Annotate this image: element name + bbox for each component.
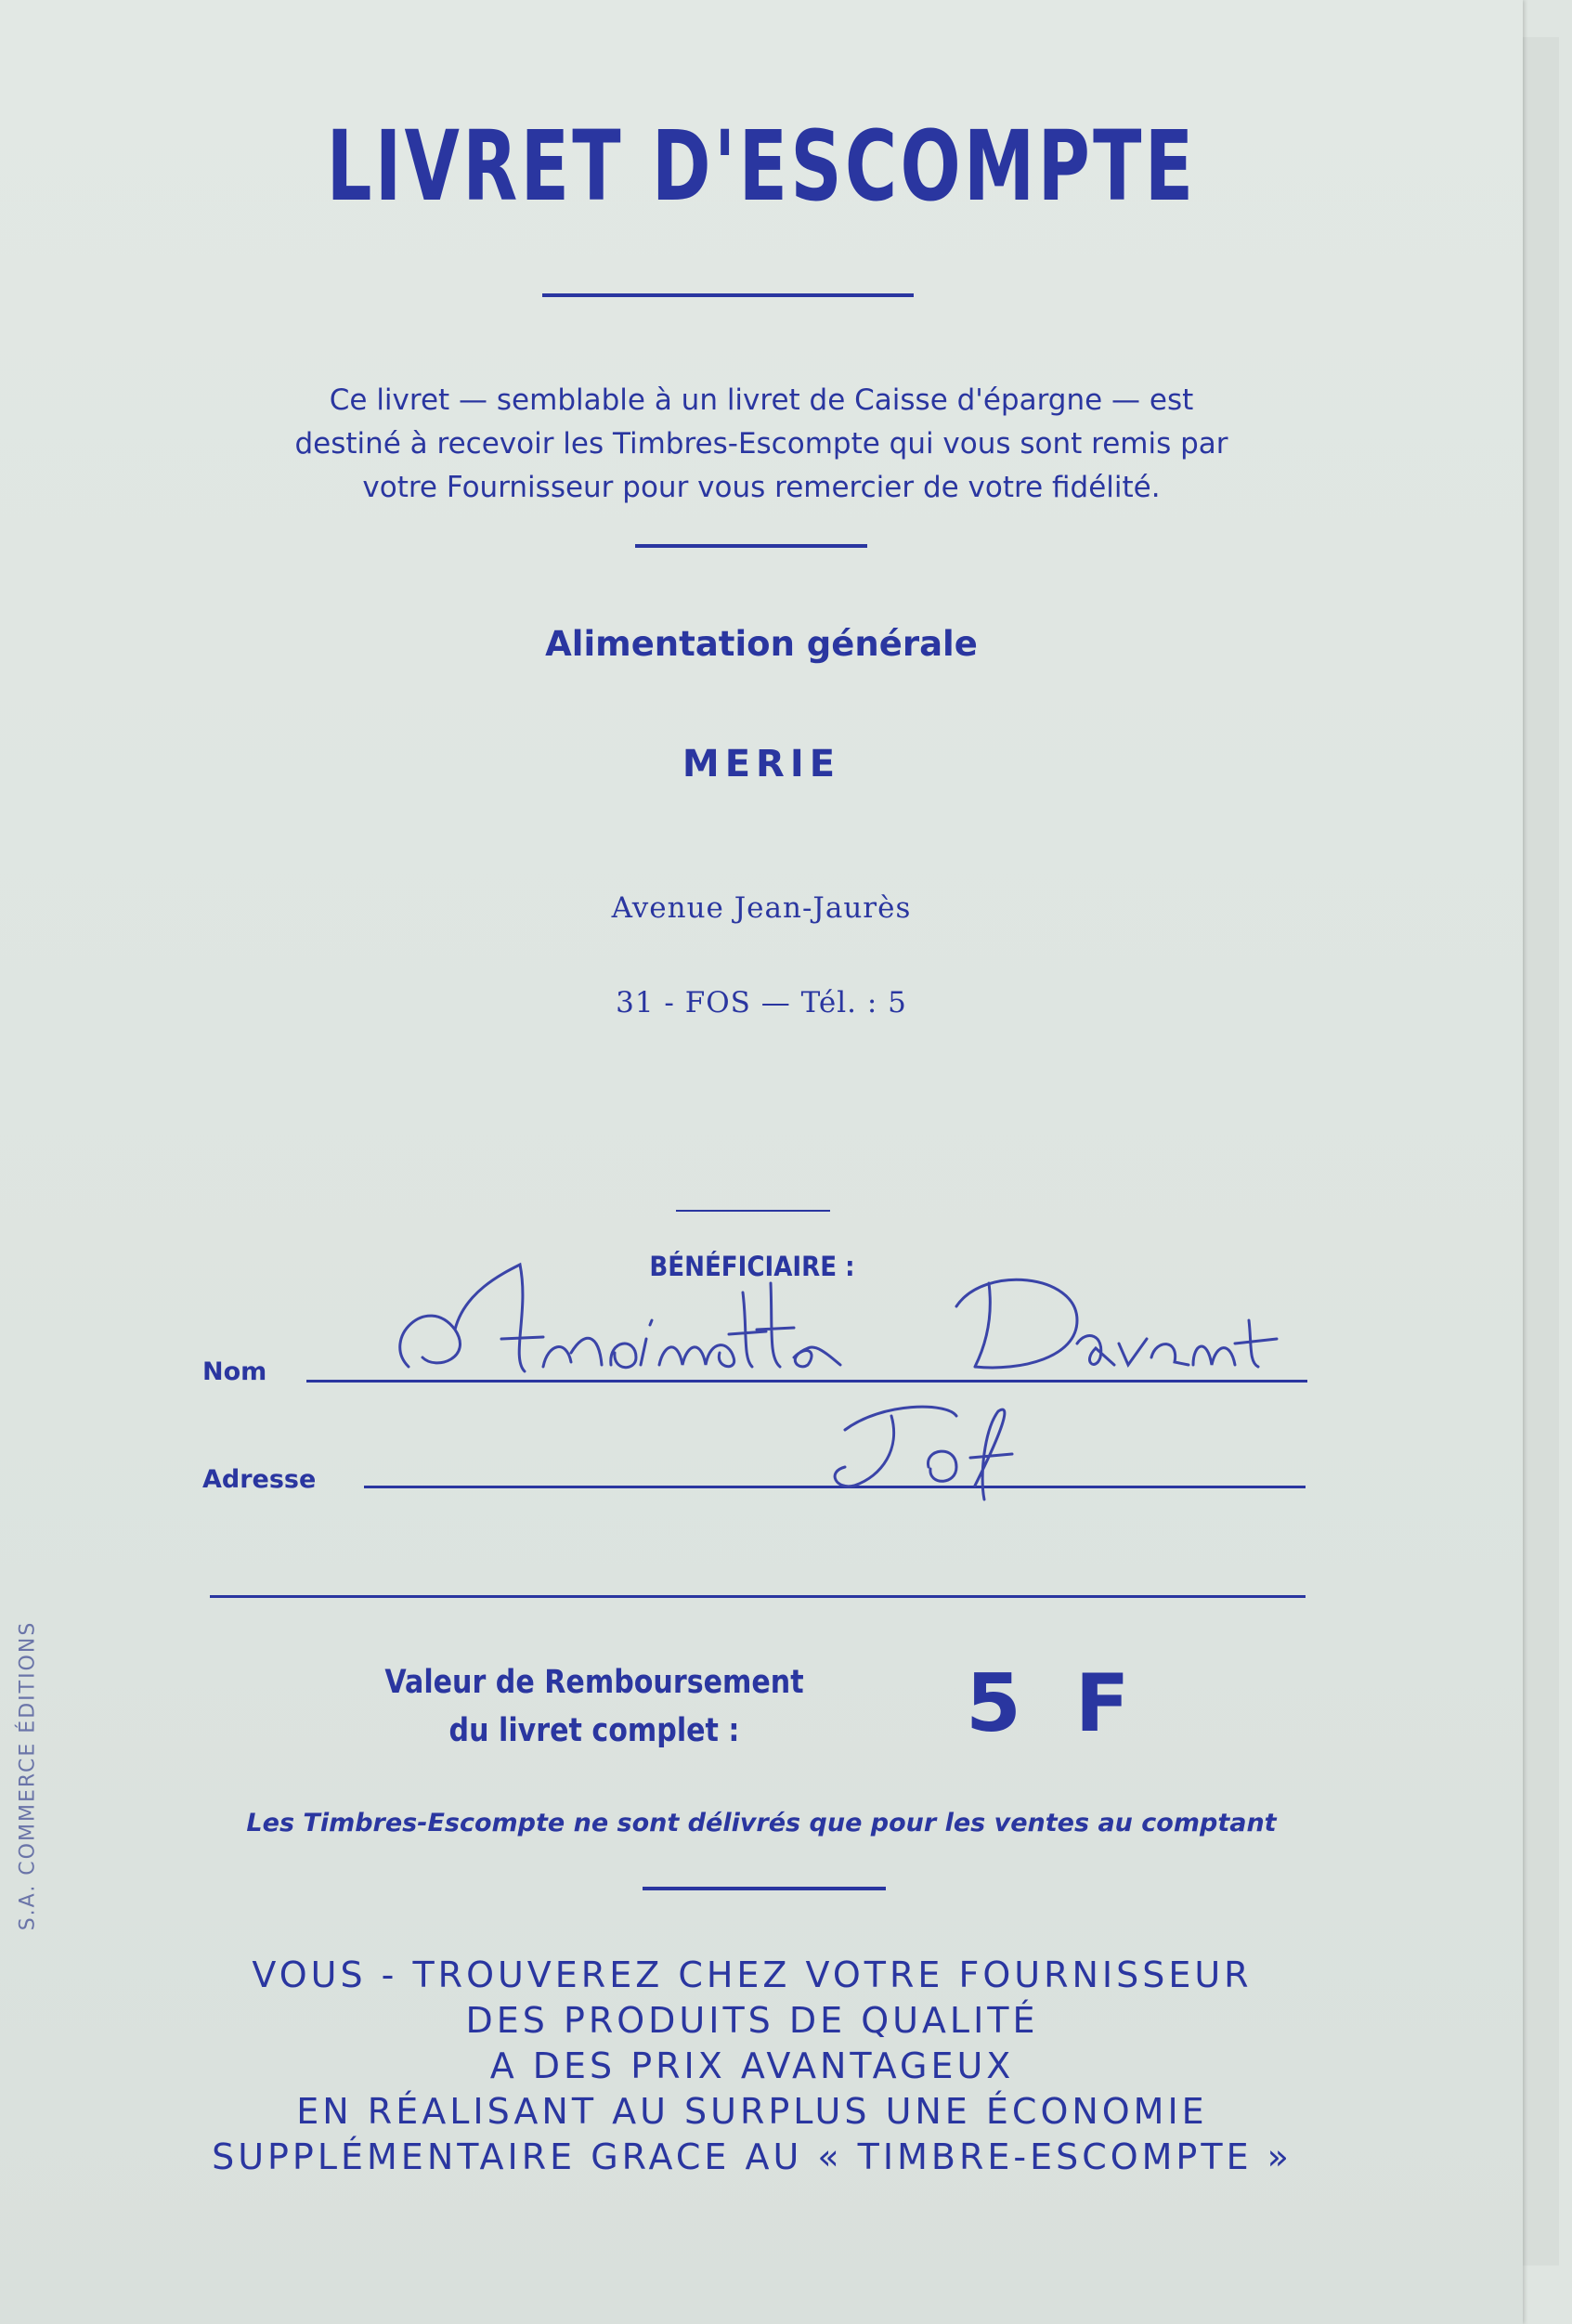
slogan-block xyxy=(167,1953,1337,2180)
handwritten-address xyxy=(817,1393,1059,1513)
shop-type: Alimentation générale xyxy=(545,624,978,664)
address-label: Adresse xyxy=(202,1465,317,1494)
intro-line-1: Ce livret — semblable à un livret de Caisse d'épargne — est xyxy=(329,383,1194,417)
stamp-note: Les Timbres-Escompte ne sont délivrés que pour les ventes au comptant xyxy=(246,1809,1277,1837)
divider-3 xyxy=(676,1210,830,1212)
divider-1 xyxy=(542,293,914,297)
divider-2 xyxy=(635,544,867,548)
intro-line-2: destiné à recevoir les Timbres-Escompte qui vous sont remis par xyxy=(294,427,1228,461)
shop-city: 31 - FOS — Tél. : 5 xyxy=(616,986,907,1019)
shop-name: MERIE xyxy=(682,743,841,785)
intro-line-3: votre Fournisseur pour vous remercier de votre fidélité. xyxy=(362,471,1161,504)
divider-5 xyxy=(643,1887,886,1890)
slogan-line-4: EN RÉALISANT AU SURPLUS UNE ÉCONOMIE xyxy=(296,2091,1208,2132)
document-title: LIVRET D'ESCOMPTE xyxy=(326,110,1197,223)
name-label: Nom xyxy=(202,1357,267,1386)
slogan-line-3: A DES PRIX AVANTAGEUX xyxy=(489,2045,1015,2086)
handwritten-name xyxy=(371,1255,1309,1395)
refund-line-2: du livret complet : xyxy=(448,1712,740,1749)
slogan-line-1: VOUS - TROUVEREZ CHEZ VOTRE FOURNISSEUR xyxy=(252,1954,1253,1995)
intro-paragraph xyxy=(214,379,1309,510)
refund-line-1: Valeur de Remboursement xyxy=(384,1664,804,1701)
divider-4 xyxy=(210,1595,1306,1598)
slogan-line-2: DES PRODUITS DE QUALITÉ xyxy=(465,2000,1039,2041)
publisher-spine-text: S.A. COMMERCE ÉDITIONS xyxy=(16,1620,40,1931)
beneficiary-label: BÉNÉFICIAIRE : xyxy=(649,1251,855,1282)
refund-amount: 5 F xyxy=(966,1657,1143,1750)
refund-value-label xyxy=(346,1658,841,1755)
slogan-line-5: SUPPLÉMENTAIRE GRACE AU « TIMBRE-ESCOMPTE » xyxy=(212,2136,1293,2177)
shop-street: Avenue Jean-Jaurès xyxy=(611,891,912,925)
